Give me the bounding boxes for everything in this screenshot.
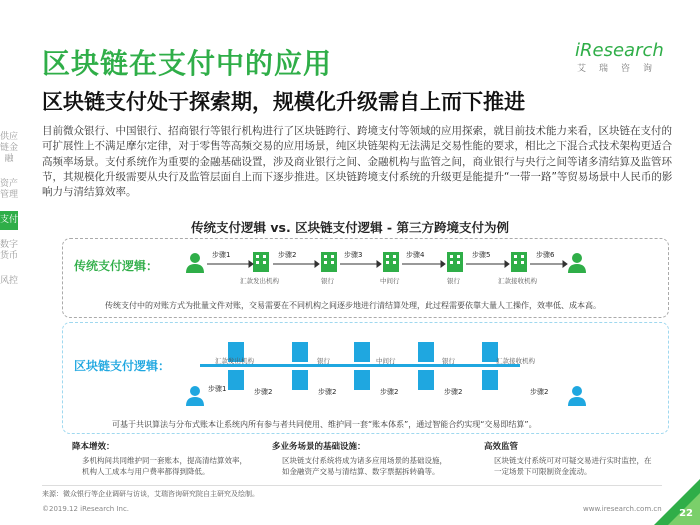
trad-step-5: 步骤5 — [472, 251, 491, 259]
page-title: 区块链在支付中的应用 — [42, 47, 333, 80]
benefit-infrastructure — [272, 440, 452, 477]
traditional-description: 传统支付中的对账方式为批量文件对账，交易需要在不同机构之间逐步地进行清结算处理，此过程需要依靠大量人工操作，效率低、成本高。 — [105, 301, 601, 310]
footer-divider — [42, 485, 662, 486]
side-nav — [0, 128, 18, 297]
bc-sender-person-icon — [185, 385, 205, 407]
diagram-title: 传统支付逻辑 vs. 区块链支付逻辑 - 第三方跨境支付为例 — [191, 220, 509, 235]
traditional-label: 传统支付逻辑： — [74, 259, 159, 273]
traditional-arrows — [205, 259, 570, 269]
benefit-text: 区块链支付系统可对可疑交易进行实时监控，在一定场景下可限制资金流动。 — [494, 456, 652, 476]
page-subtitle: 区块链支付处于探索期，规模化升级需自上而下推进 — [42, 90, 525, 114]
bc-node-caption-bank-1: 银行 — [317, 357, 330, 365]
intro-paragraph: 目前微众银行、中国银行、招商银行等银行机构进行了区块链跨行、跨境支付等领域的应用探索，就目前技术能力来看，区块链在支付的可扩展性上不满足摩尔定律，对于零售等高频交易的应用场景，纯区块链架构无法满足交易性能的要求，相比之下混合式技术架构更适合高频率场景。支付系统作为重要的金融基础设置，涉及商业银行之间、金融机构与监管之间，商业银行与央行之间等诸多清结算及监管环节，其规模化升级需要从央行及监管层面自上而下逐步推进。区块链跨境支付系统的升级更是能提升“一带一路”等贸易场景中人民币的影响力与清结算效率。 — [42, 125, 673, 199]
sidenav-item-supply-chain-finance[interactable]: 供应链金融 — [0, 132, 19, 164]
trad-step-6: 步骤6 — [536, 251, 555, 259]
bc-receiver-person-icon — [567, 385, 587, 407]
bc-step-2e: 步骤2 — [530, 388, 549, 396]
benefit-text: 区块链支付系统将成为诸多应用场景的基础设施，如金融资产交易与清结算、数字票据拆转确等。 — [282, 456, 447, 476]
page-corner-decoration — [654, 479, 700, 525]
bc-node-caption-bank-2: 银行 — [442, 357, 455, 365]
sender-person-icon — [185, 252, 205, 274]
bc-step-2b: 步骤2 — [318, 388, 337, 396]
trad-step-3: 步骤3 — [344, 251, 363, 259]
trad-step-4: 步骤4 — [406, 251, 425, 259]
blockchain-ledger-strip — [200, 342, 520, 392]
benefit-heading: 多业务场景的基础设施： — [272, 442, 366, 452]
blockchain-description: 可基于共识算法与分布式账本让系统内所有参与者共同使用、维护同一套“账本体系”，通过智能合约实现“交易即结算”。 — [112, 420, 537, 429]
benefit-supervision — [484, 440, 652, 477]
trad-step-2: 步骤2 — [278, 251, 297, 259]
trad-step-1: 步骤1 — [212, 251, 231, 259]
sidenav-item-payment[interactable]: 支付 — [0, 211, 18, 230]
bc-step-1: 步骤1 — [208, 385, 227, 393]
source-note: 来源：微众银行等企业调研与访谈，艾瑞咨询研究院自主研究及绘制。 — [42, 490, 259, 498]
benefit-heading: 高效监管 — [484, 442, 519, 452]
bc-node-caption-intermediary: 中间行 — [376, 357, 396, 365]
logo-brand: iResearch — [575, 40, 664, 61]
sidenav-item-risk-control[interactable]: 风控 — [0, 276, 19, 286]
blockchain-label: 区块链支付逻辑： — [74, 359, 171, 373]
trad-node-caption-bank-2: 银行 — [447, 277, 460, 285]
website-link[interactable]: www.iresearch.com.cn — [583, 505, 662, 513]
bc-step-2c: 步骤2 — [380, 388, 399, 396]
trad-node-caption-sender: 汇款发出机构 — [240, 277, 279, 285]
iresearch-logo — [575, 40, 671, 74]
trad-node-caption-bank-1: 银行 — [321, 277, 334, 285]
page-number: 22 — [679, 508, 693, 519]
benefit-cost-reduction — [72, 440, 252, 477]
benefit-text: 多机构间共同维护同一套账本，提高清结算效率，机构人工成本与用户费率都得到降低。 — [82, 456, 247, 476]
sidenav-item-asset-management[interactable]: 资产管理 — [0, 179, 19, 200]
receiver-person-icon — [567, 252, 587, 274]
bc-node-caption-receiver: 汇款接收机构 — [496, 357, 535, 365]
bc-node-caption-sender: 汇款发出机构 — [215, 357, 254, 365]
copyright: ©2019.12 iResearch Inc. — [42, 505, 130, 513]
logo-brand-cn: 艾瑞咨询 — [577, 64, 666, 74]
benefit-heading: 降本增效： — [72, 442, 115, 452]
trad-node-caption-receiver: 汇款接收机构 — [498, 277, 537, 285]
trad-node-caption-intermediary: 中间行 — [380, 277, 400, 285]
bc-step-2d: 步骤2 — [444, 388, 463, 396]
sidenav-item-digital-currency[interactable]: 数字货币 — [0, 240, 19, 261]
bc-step-2a: 步骤2 — [254, 388, 273, 396]
